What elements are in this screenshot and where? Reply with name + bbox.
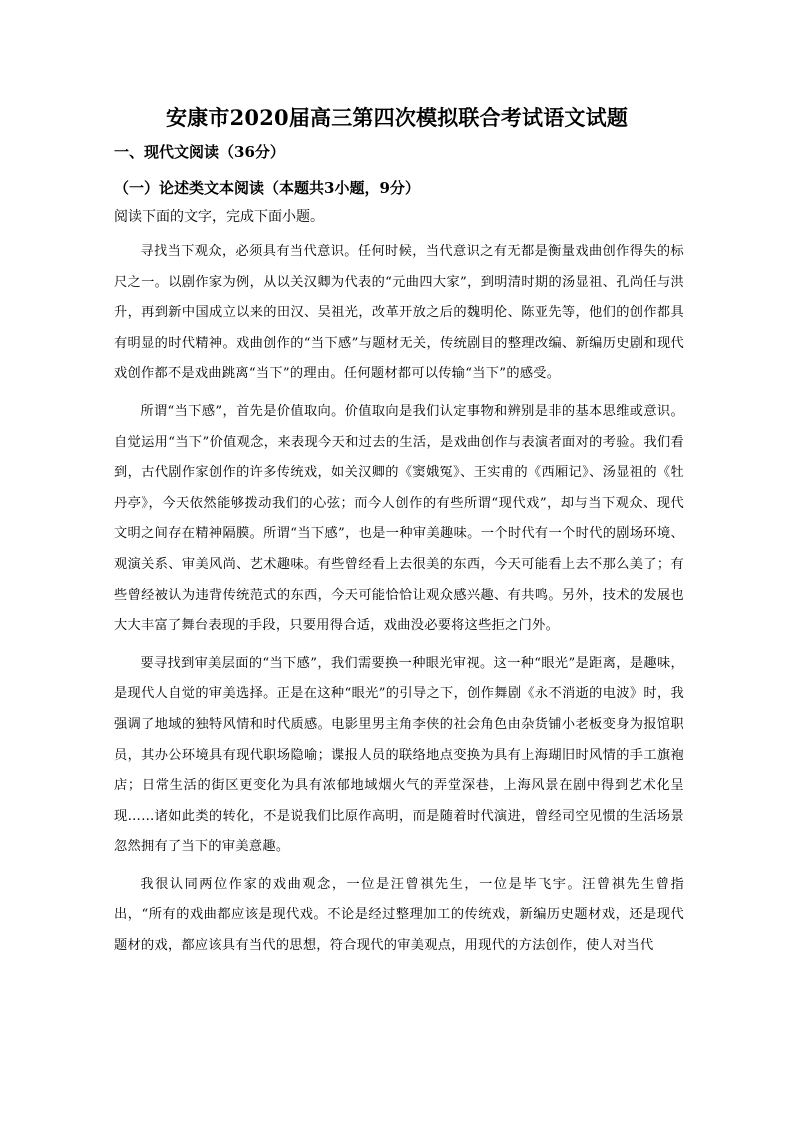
passage-paragraph: 要寻找到审美层面的“当下感”，我们需要换一种眼光审视。这一种“眼光”是距离，是趣味，是现代人自觉的审美选择。正是在这种“眼光”的引导之下，创作舞剧《永不消逝的电波》时，我强调了地域的独特风情和时代质感。电影里男主角李侠的社会角色由杂货铺小老板变身为报馆职员，其办公环境具有现代职场隐喻；谍报人员的联络地点变换为具有上海瑚旧时风情的手工旗袍店；日常生活的街区更变化为具有浓郁地域烟火气的弄堂深巷，上海风景在剧中得到艺术化呈现……诸如此类的转化，不是说我们比原作高明，而是随着时代演进，曾经司空见惯的生活场景忽然拥有了当下的审美意趣。 [114, 655, 684, 855]
page-title: 安康市2020届高三第四次模拟联合考试语文试题 [165, 105, 629, 130]
passage-paragraph: 所谓“当下感”，首先是价值取向。价值取向是我们认定事物和辨别是非的基本思维或意识。自觉运用“当下”价值观念，来表现今天和过去的生活，是戏曲创作与表演者面对的考验。我们看到，古代剧作家创作的许多传统戏，如关汉卿的《窦娥冤》、王实甫的《西厢记》、汤显祖的《牡丹亭》，今天依然能够拨动我们的心弦；而今人创作的有些所谓“现代戏”，却与当下观众、现代文明之间存在精神隔膜。所谓“当下感”，也是一种审美趣味。一个时代有一个时代的剧场环境、观演关系、审美风尚、艺术趣味。有些曾经看上去很美的东西，今天可能看上去不那么美了；有些曾经被认为违背传统范式的东西，今天可能恰恰让观众感兴趣、有共鸣。另外，技术的发展也大大丰富了舞台表现的手段，只要用得合适，戏曲没必要将这些拒之门外。 [114, 403, 684, 634]
section-heading-modern-reading: 一、现代文阅读（36分） [114, 143, 285, 161]
reading-instruction: 阅读下面的文字，完成下面小题。 [114, 209, 324, 225]
passage-paragraph: 寻找当下观众，必须具有当代意识。任何时候，当代意识之有无都是衡量戏曲创作得失的标尺之一。以剧作家为例，从以关汉卿为代表的“元曲四大家”，到明清时期的汤显祖、孔尚任与洪升，再到新中国成立以来的田汉、吴祖光，改革开放之后的魏明伦、陈亚先等，他们的创作都具有明显的时代精神。戏曲创作的“当下感”与题材无关，传统剧目的整理改编、新编历史剧和现代戏创作都不是戏曲跳离“当下”的理由。任何题材都可以传输“当下”的感受。 [114, 244, 684, 382]
subsection-heading-argumentative-reading: （一）论述类文本阅读（本题共3小题，9分） [114, 179, 420, 197]
passage-body [114, 237, 684, 969]
passage-paragraph: 我很认同两位作家的戏曲观念，一位是汪曾祺先生，一位是毕飞宇。汪曾祺先生曾指出，“所有的戏曲都应该是现代戏。不论是经过整理加工的传统戏，新编历史题材戏，还是现代题材的戏，都应该具有当代的思想，符合现代的审美观点，用现代的方法创作，使人对当代 [114, 876, 684, 954]
